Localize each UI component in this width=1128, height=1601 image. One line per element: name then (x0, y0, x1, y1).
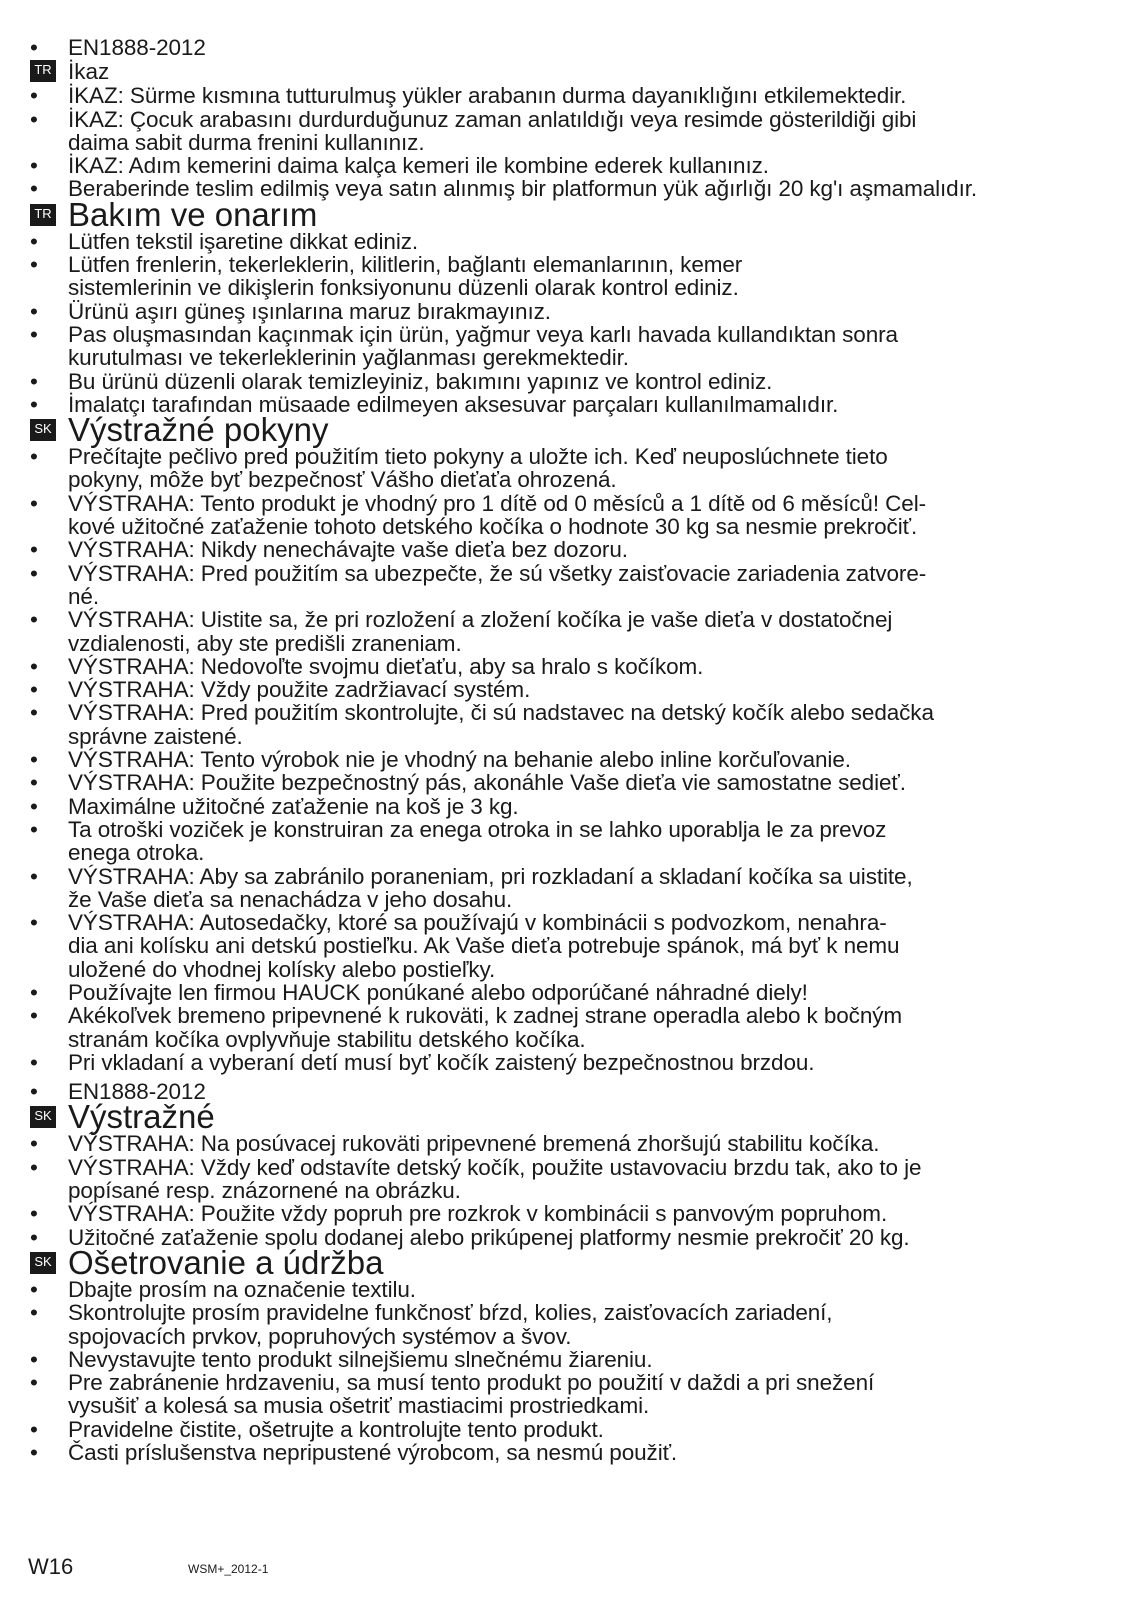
bullet-icon: • (30, 1300, 38, 1326)
language-flag-badge: SK (30, 1106, 56, 1128)
list-item (28, 795, 1108, 818)
section-heading-text: Bakım ve onarım (68, 195, 318, 233)
list-item-text: Lütfen tekstil işaretine dikkat ediniz. (68, 228, 419, 254)
list-item-text: Pas oluşmasından kaçınmak için ürün, yağmur veya karlı havada kullandıktan sonra kurutulması ve tekerleklerinin yağlanması gerekmektedir. (68, 321, 898, 371)
list-item-text: Časti príslušenstva nepripustené výrobcom, sa nesmú použiť. (68, 1440, 678, 1466)
list-item (28, 608, 1108, 655)
page-footer (28, 1554, 628, 1584)
bullet-icon: • (30, 607, 38, 633)
list-item (28, 701, 1108, 748)
bullet-icon: • (30, 321, 38, 347)
list-item (28, 108, 1108, 155)
list-item (28, 1156, 1108, 1203)
section-heading-text: Ošetrovanie a údržba (68, 1243, 384, 1281)
list-item (28, 818, 1108, 865)
list-item (28, 1004, 1108, 1051)
bullet-icon: • (30, 444, 38, 470)
list-item (28, 1348, 1108, 1371)
bullet-icon: • (30, 1440, 38, 1466)
list-item (28, 562, 1108, 609)
section-heading-text: Výstražné (68, 1098, 215, 1136)
list-item (28, 1051, 1108, 1074)
section-heading (28, 411, 1108, 449)
list-item-text: Prečítajte pečlivo pred použitím tieto pokyny a uložte ich. Keď neuposlúchnete tieto pokyny, môže byť bezpečnosť Vášho dieťaťa ohrozená. (68, 444, 888, 493)
list-item-text: İKAZ: Adım kemerini daima kalça kemeri ile kombine ederek kullanınız. (68, 153, 769, 179)
list-item-text: VÝSTRAHA: Nedovoľte svojmu dieťaťu, aby sa hralo s kočíkom. (68, 653, 704, 679)
list-item-text: Nevystavujte tento produkt silnejšiemu slnečnému žiareniu. (68, 1346, 653, 1372)
list-item (28, 154, 1108, 177)
list-item-text: İKAZ: Sürme kısmına tutturulmuş yükler arabanın durma dayanıklığını etkilemektedir. (68, 83, 907, 109)
bullet-icon: • (30, 560, 38, 586)
bullet-icon: • (30, 368, 38, 394)
list-item (28, 230, 1108, 253)
list-item-text: VÝSTRAHA: Pred použitím sa ubezpečte, že sú všetky zaisťovacie zariadenia zatvore- né. (68, 560, 927, 609)
bullet-icon: • (30, 537, 38, 563)
list-item (28, 865, 1108, 912)
bullet-icon: • (30, 1003, 38, 1029)
list-item (28, 1371, 1108, 1418)
bullet-icon: • (30, 252, 38, 278)
list-item-text: Maximálne užitočné zaťaženie na koš je 3 kg. (68, 793, 519, 819)
bullet-icon: • (30, 653, 38, 679)
list-item-text: VÝSTRAHA: Aby sa zabránilo poraneniam, pri rozkladaní a skladaní kočíka sa uistite, že Vaše dieťa sa nenachádza v jeho dosahu. (68, 863, 913, 912)
list-item (28, 748, 1108, 771)
section-heading (28, 59, 1108, 84)
list-item-text: Pri vkladaní a vyberaní detí musí byť kočík zaistený bezpečnostnou brzdou. (68, 1049, 815, 1075)
section-heading (28, 1098, 1108, 1136)
list-item-text: VÝSTRAHA: Tento produkt je vhodný pro 1 dítě od 0 měsíců a 1 dítě od 6 měsíců! Cel- kové užitočné zaťaženie tohoto detského kočíka o hodnote 30 kg sa nesmie prekročiť. (68, 490, 926, 540)
list-item (28, 1278, 1108, 1301)
list-item-text: VÝSTRAHA: Použite vždy popruh pre rozkrok v kombinácii s panvovým popruhom. (68, 1201, 888, 1227)
language-flag-badge: TR (30, 60, 56, 82)
bullet-icon: • (30, 1154, 38, 1180)
list-item (28, 1441, 1108, 1464)
list-item (28, 1202, 1108, 1225)
bullet-icon: • (30, 1201, 38, 1227)
list-item-text: VÝSTRAHA: Pred použitím skontrolujte, či sú nadstavec na detský kočík alebo sedačka správne zaistené. (68, 700, 934, 749)
bullet-icon: • (30, 910, 38, 936)
bullet-icon: • (30, 1416, 38, 1442)
list-item (28, 492, 1108, 539)
list-item (28, 445, 1108, 492)
list-item (28, 323, 1108, 370)
list-item-text: Používajte len firmou HAUCK ponúkané alebo odporúčané náhradné diely! (68, 979, 808, 1005)
list-item-text: VÝSTRAHA: Vždy keď odstavíte detský kočík, použite ustavovaciu brzdu tak, ako to je popísané resp. znázornené na obrázku. (68, 1154, 922, 1204)
bullet-icon: • (30, 979, 38, 1005)
list-item (28, 1301, 1108, 1348)
list-item-text: VÝSTRAHA: Autosedačky, ktoré sa používajú v kombinácii s podvozkom, nenahra- dia ani kolísku ani detskú postieľku. Ak Vaše dieťa potrebuje spánok, má byť k nemu uložené do vhodnej kolísky alebo postieľky. (68, 910, 900, 982)
list-item (28, 655, 1108, 678)
list-item-text: Skontrolujte prosím pravidelne funkčnosť bŕzd, kolies, zaisťovacích zariadení, spojovacích prvkov, popruhových systémov a švov. (68, 1300, 833, 1349)
bullet-icon: • (30, 1049, 38, 1075)
list-item-text: Ürünü aşırı güneş ışınlarına maruz bırakmayınız. (68, 298, 551, 324)
bullet-icon: • (30, 176, 38, 202)
language-flag-badge: SK (30, 419, 56, 441)
list-item (28, 1132, 1108, 1155)
bullet-icon: • (30, 35, 38, 60)
list-item (28, 771, 1108, 794)
bullet-icon: • (30, 1079, 38, 1105)
list-item-text: VÝSTRAHA: Použite bezpečnostný pás, akonáhle Vaše dieťa vie samostatne sedieť. (68, 770, 906, 796)
list-item-text: Dbajte prosím na označenie textilu. (68, 1276, 416, 1302)
document-body (28, 36, 1108, 1464)
list-item (28, 36, 1108, 59)
bullet-icon: • (30, 106, 38, 132)
bullet-icon: • (30, 1276, 38, 1302)
list-item (28, 300, 1108, 323)
list-item (28, 538, 1108, 561)
bullet-icon: • (30, 228, 38, 254)
list-item-text: Ta otroški voziček je konstruiran za enega otroka in se lahko uporablja le za prevoz enega otroka. (68, 816, 887, 866)
section-heading (28, 195, 1108, 233)
bullet-icon: • (30, 153, 38, 179)
bullet-icon: • (30, 677, 38, 703)
section-heading (28, 1243, 1108, 1281)
list-item-text: İmalatçı tarafından müsaade edilmeyen aksesuvar parçaları kullanılmamalıdır. (68, 391, 839, 417)
list-item-text: VÝSTRAHA: Vždy použite zadržiavací systém. (68, 677, 531, 703)
list-item-text: Beraberinde teslim edilmiş veya satın alınmış bir platformun yük ağırlığı 20 kg'ı aşmamalıdır. (68, 176, 978, 202)
bullet-icon: • (30, 1224, 38, 1250)
bullet-icon: • (30, 1131, 38, 1157)
list-item-text: EN1888-2012 (68, 1079, 206, 1105)
list-item (28, 84, 1108, 107)
list-item (28, 911, 1108, 981)
list-item (28, 370, 1108, 393)
bullet-icon: • (30, 298, 38, 324)
list-item-text: Akékoľvek bremeno pripevnené k rukoväti, k zadnej strane operadla alebo k bočným stranám kočíka ovplyvňuje stabilitu detského kočíka. (68, 1003, 903, 1052)
list-item-text: Lütfen frenlerin, tekerleklerin, kilitlerin, bağlantı elemanlarının, kemer sistemlerinin ve dikişlerin fonksiyonunu düzenli olarak kontrol ediniz. (68, 252, 743, 301)
list-item (28, 1418, 1108, 1441)
bullet-icon: • (30, 1370, 38, 1396)
language-flag-badge: SK (30, 1252, 56, 1274)
list-item-text: Pre zabránenie hrdzaveniu, sa musí tento produkt po použití v daždi a pri snežení vysušiť a kolesá sa musia ošetriť mastiacimi prostriedkami. (68, 1370, 875, 1419)
bullet-icon: • (30, 747, 38, 773)
bullet-icon: • (30, 1346, 38, 1372)
bullet-icon: • (30, 770, 38, 796)
list-item-text: Pravidelne čistite, ošetrujte a kontrolujte tento produkt. (68, 1416, 604, 1442)
bullet-icon: • (30, 793, 38, 819)
document-code: WSM+_2012-1 (188, 1562, 269, 1576)
bullet-icon: • (30, 391, 38, 417)
list-item-text: Užitočné zaťaženie spolu dodanej alebo prikúpenej platformy nesmie prekročiť 20 kg. (68, 1224, 910, 1250)
list-item-text: Bu ürünü düzenli olarak temizleyiniz, bakımını yapınız ve kontrol ediniz. (68, 368, 773, 394)
list-item-text: EN1888-2012 (68, 35, 206, 60)
section-heading-text: İkaz (68, 59, 110, 85)
list-item (28, 981, 1108, 1004)
bullet-icon: • (30, 490, 38, 516)
page-number: W16 (28, 1554, 74, 1579)
bullet-icon: • (30, 863, 38, 889)
section-heading-text: Výstražné pokyny (68, 411, 329, 449)
list-item-text: VÝSTRAHA: Tento výrobok nie je vhodný na behanie alebo inline korčuľovanie. (68, 747, 851, 773)
list-item-text: VÝSTRAHA: Nikdy nenechávajte vaše dieťa bez dozoru. (68, 537, 628, 563)
bullet-icon: • (30, 83, 38, 109)
bullet-icon: • (30, 816, 38, 842)
list-item-text: İKAZ: Çocuk arabasını durdurduğunuz zaman anlatıldığı veya resimde gösterildiği gibi daima sabit durma frenini kullanınız. (68, 106, 917, 155)
language-flag-badge: TR (30, 204, 56, 226)
list-item-text: VÝSTRAHA: Na posúvacej rukoväti pripevnené bremená zhoršujú stabilitu kočíka. (68, 1131, 880, 1157)
list-item (28, 678, 1108, 701)
list-item-text: VÝSTRAHA: Uistite sa, že pri rozložení a zložení kočíka je vaše dieťa v dostatočnej vzdialenosti, aby ste predišli zraneniam. (68, 607, 893, 656)
bullet-icon: • (30, 700, 38, 726)
list-item (28, 253, 1108, 300)
